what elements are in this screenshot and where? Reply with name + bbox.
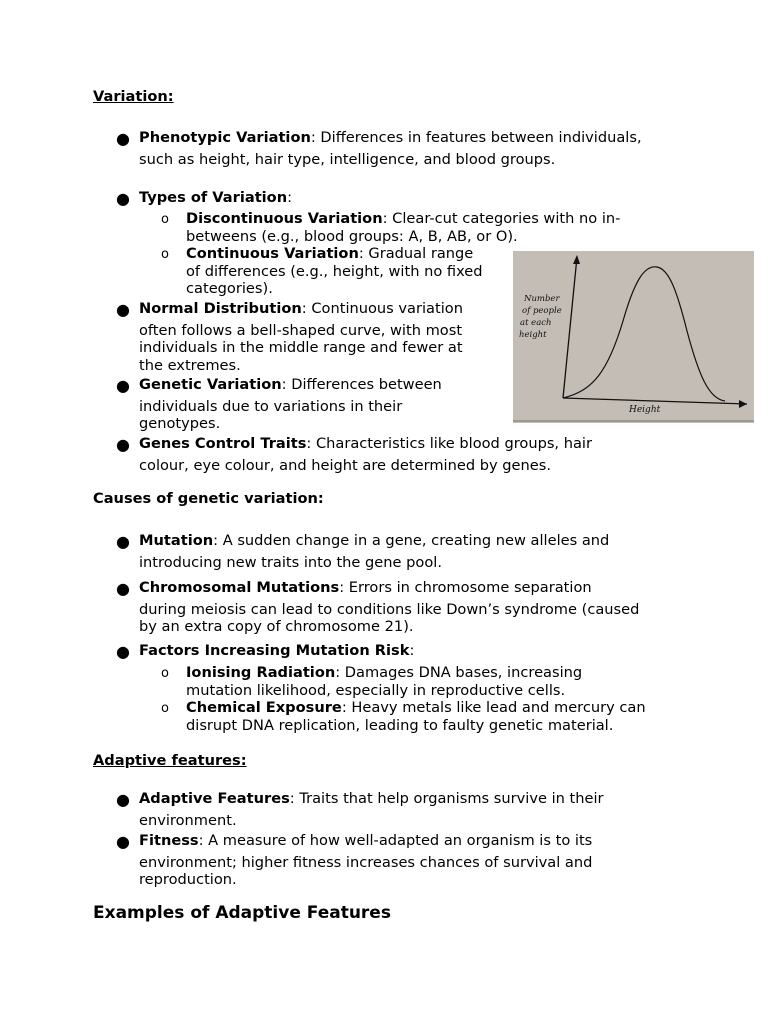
text: : Differences in features between individuals, <box>310 129 642 146</box>
list-item-continuous <box>186 245 483 298</box>
text: individuals in the middle range and fewer at <box>139 339 463 356</box>
text: : Traits that help organisms survive in their <box>289 790 604 807</box>
bell-curve-chart <box>513 251 754 423</box>
term: Ionising Radiation <box>186 664 336 681</box>
list-item-fitness <box>139 832 592 889</box>
text: : Continuous variation <box>301 300 463 317</box>
text: mutation likelihood, especially in reproductive cells. <box>186 681 566 699</box>
list-item-chemical <box>186 699 646 734</box>
variation-heading: Variation: <box>93 88 174 105</box>
bullet-icon: ● <box>116 376 130 395</box>
text: betweens (e.g., blood groups: A, B, AB, or O). <box>186 227 518 245</box>
text: introducing new traits into the gene pool. <box>139 553 442 571</box>
term: Continuous Variation <box>186 245 359 262</box>
term: Types of Variation <box>139 189 288 206</box>
term: Mutation <box>139 532 214 549</box>
text: by an extra copy of chromosome 21). <box>139 618 414 635</box>
text: during meiosis can lead to conditions like Down’s syndrome (caused <box>139 600 640 618</box>
bell-curve-line <box>563 267 725 401</box>
text: : Differences between <box>281 376 442 393</box>
text: environment; higher fitness increases chances of survival and <box>139 853 593 871</box>
term: Genetic Variation <box>139 376 282 393</box>
bullet-icon: ● <box>116 579 130 598</box>
list-item-types <box>139 189 292 207</box>
text: often follows a bell-shaped curve, with most <box>139 321 463 339</box>
bullet-icon: ● <box>116 189 130 208</box>
text: : Damages DNA bases, increasing <box>335 664 583 681</box>
term: Factors Increasing Mutation Risk <box>139 642 410 659</box>
term: Normal Distribution <box>139 300 302 317</box>
bullet-icon: ● <box>116 129 130 148</box>
list-item-phenotypic <box>139 129 642 168</box>
list-item-adaptive-features <box>139 790 604 829</box>
bell-curve-figure <box>513 251 754 423</box>
list-item-genetic <box>139 376 442 433</box>
bullet-icon: ● <box>116 790 130 809</box>
examples-heading: Examples of Adaptive Features <box>93 903 391 923</box>
text: : Clear-cut categories with no in- <box>382 210 621 227</box>
list-item-chromosomal <box>139 579 639 636</box>
y-axis-label <box>519 294 564 340</box>
text: genotypes. <box>139 415 221 432</box>
text: categories). <box>186 280 273 297</box>
y-axis-label-line: Number <box>524 294 560 304</box>
bullet-icon: ● <box>116 832 130 851</box>
text: colour, eye colour, and height are determined by genes. <box>139 456 551 474</box>
sub-bullet-icon: o <box>161 212 169 227</box>
sub-bullet-icon: o <box>161 666 169 681</box>
text: the extremes. <box>139 356 241 374</box>
y-axis-label-line: height <box>519 330 547 340</box>
list-item-normal <box>139 300 463 374</box>
list-item-ionising <box>186 664 582 699</box>
bullet-icon: ● <box>116 300 130 319</box>
y-axis-arrow <box>573 255 580 264</box>
list-item-factors <box>139 642 414 660</box>
text: such as height, hair type, intelligence, and blood groups. <box>139 150 556 168</box>
text: : Gradual range <box>358 245 474 262</box>
list-item-mutation <box>139 532 609 571</box>
term: Genes Control Traits <box>139 435 307 452</box>
term: Fitness <box>139 832 199 849</box>
bullet-icon: ● <box>116 642 130 661</box>
text: individuals due to variations in their <box>139 397 403 415</box>
list-item-genes <box>139 435 592 474</box>
text: of differences (e.g., height, with no fixed <box>186 262 483 280</box>
term: Chromosomal Mutations <box>139 579 340 596</box>
text: environment. <box>139 811 237 829</box>
list-item-discontinuous <box>186 210 620 245</box>
x-axis-label: Height <box>629 405 661 415</box>
causes-heading: Causes of genetic variation: <box>93 490 324 507</box>
text: : <box>287 189 293 206</box>
term: Chemical Exposure <box>186 699 342 716</box>
term: Phenotypic Variation <box>139 129 311 146</box>
text: : Heavy metals like lead and mercury can <box>341 699 646 716</box>
y-axis <box>563 257 577 398</box>
text: : Characteristics like blood groups, hair <box>306 435 592 452</box>
bullet-icon: ● <box>116 532 130 551</box>
y-axis-label-line: of people <box>522 306 562 316</box>
bullet-icon: ● <box>116 435 130 454</box>
term: Discontinuous Variation <box>186 210 383 227</box>
y-axis-label-line: at each <box>520 318 552 328</box>
term: Adaptive Features <box>139 790 290 807</box>
text: reproduction. <box>139 871 237 888</box>
sub-bullet-icon: o <box>161 247 169 262</box>
sub-bullet-icon: o <box>161 701 169 716</box>
text: : Errors in chromosome separation <box>339 579 592 596</box>
text: : A measure of how well-adapted an organism is to its <box>198 832 593 849</box>
text: : A sudden change in a gene, creating new alleles and <box>213 532 610 549</box>
text: disrupt DNA replication, leading to faulty genetic material. <box>186 716 614 734</box>
x-axis-arrow <box>739 400 747 408</box>
text: : <box>409 642 415 659</box>
adaptive-heading: Adaptive features: <box>93 752 247 769</box>
